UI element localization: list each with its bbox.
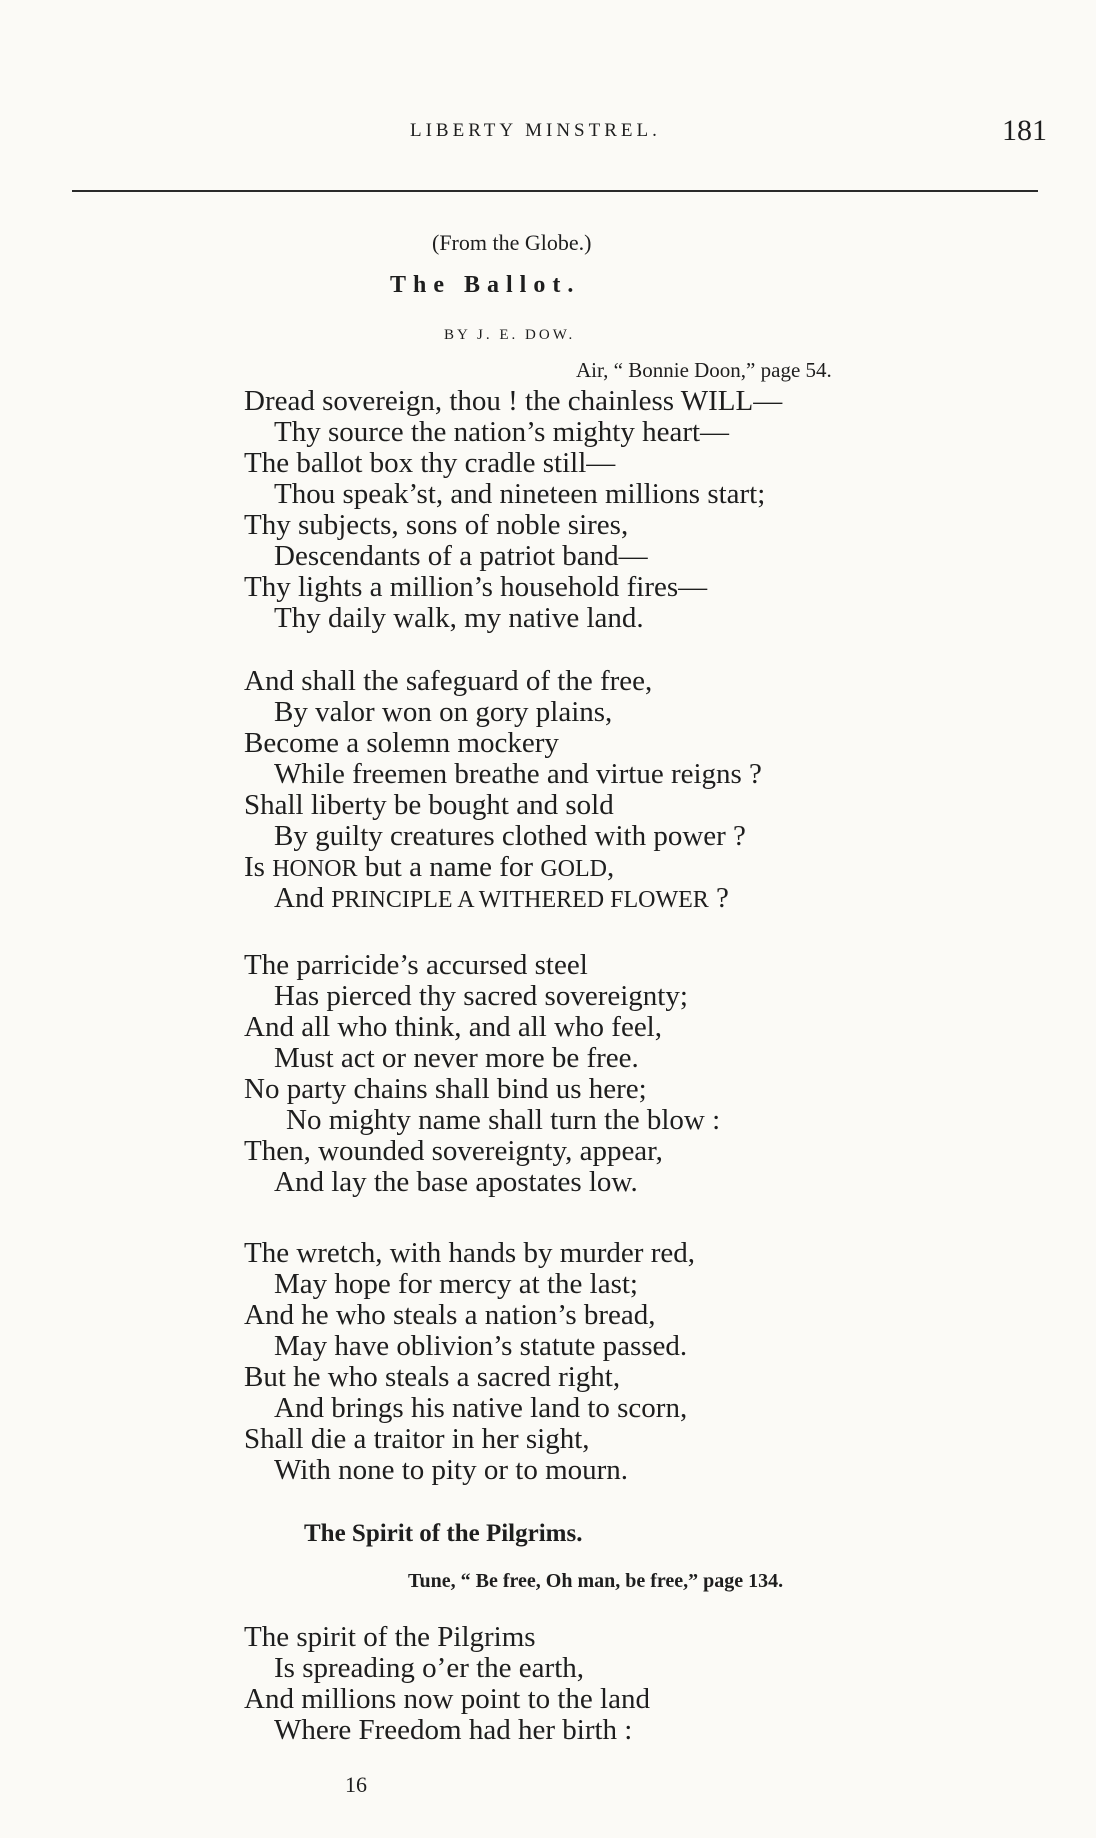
verse-line: Where Freedom had her birth : bbox=[274, 1714, 633, 1746]
verse-line: Descendants of a patriot band— bbox=[274, 540, 648, 572]
verse-line: Become a solemn mockery bbox=[244, 727, 559, 759]
page-number: 181 bbox=[1002, 114, 1047, 147]
verse-line: With none to pity or to mourn. bbox=[274, 1454, 629, 1486]
verse-line: Thou speak’st, and nineteen millions start; bbox=[274, 478, 766, 510]
verse-line: The ballot box thy cradle still— bbox=[244, 447, 616, 479]
verse-line: Thy source the nation’s mighty heart— bbox=[274, 416, 730, 448]
verse-line: Thy daily walk, my native land. bbox=[274, 602, 644, 634]
verse-line: But he who steals a sacred right, bbox=[244, 1361, 621, 1393]
verse-line: And lay the base apostates low. bbox=[274, 1166, 638, 1198]
verse-line: Dread sovereign, thou ! the chainless WILL— bbox=[244, 385, 783, 417]
stanza bbox=[244, 1238, 695, 1486]
verse-line: Thy lights a million’s household fires— bbox=[244, 571, 708, 603]
poem-title: The Ballot. bbox=[390, 272, 581, 298]
stanza bbox=[244, 386, 782, 634]
signature-mark: 16 bbox=[345, 1772, 367, 1797]
running-title: LIBERTY MINSTREL. bbox=[410, 120, 661, 141]
verse-line: May hope for mercy at the last; bbox=[274, 1268, 638, 1300]
verse-line: Shall liberty be bought and sold bbox=[244, 789, 614, 821]
stanza bbox=[244, 950, 720, 1198]
stanza bbox=[244, 666, 762, 914]
verse-line: And millions now point to the land bbox=[244, 1683, 650, 1715]
verse-line: The spirit of the Pilgrims bbox=[244, 1621, 536, 1653]
verse-line: And brings his native land to scorn, bbox=[274, 1392, 688, 1424]
verse-line: Then, wounded sovereignty, appear, bbox=[244, 1135, 663, 1167]
poem-source: (From the Globe.) bbox=[432, 230, 592, 255]
verse-line: By guilty creatures clothed with power ? bbox=[274, 820, 746, 852]
verse-line: The parricide’s accursed steel bbox=[244, 949, 588, 981]
verse-line: And PRINCIPLE A WITHERED FLOWER ? bbox=[274, 882, 729, 914]
verse-line: By valor won on gory plains, bbox=[274, 696, 613, 728]
verse-line: No party chains shall bind us here; bbox=[244, 1073, 647, 1105]
verse-line: While freemen breathe and virtue reigns ? bbox=[274, 758, 762, 790]
stanza bbox=[244, 1622, 650, 1746]
poem-title: The Spirit of the Pilgrims. bbox=[304, 1520, 583, 1547]
verse-line: And all who think, and all who feel, bbox=[244, 1011, 662, 1043]
header-rule bbox=[72, 190, 1038, 192]
poem-byline: BY J. E. DOW. bbox=[444, 327, 576, 343]
poem-air-note: Air, “ Bonnie Doon,” page 54. bbox=[576, 358, 832, 382]
verse-line: And shall the safeguard of the free, bbox=[244, 665, 653, 697]
poem-tune-note: Tune, “ Be free, Oh man, be free,” page 134. bbox=[408, 1570, 784, 1592]
verse-line: Has pierced thy sacred sovereignty; bbox=[274, 980, 688, 1012]
verse-line: No mighty name shall turn the blow : bbox=[286, 1104, 721, 1136]
verse-line: May have oblivion’s statute passed. bbox=[274, 1330, 688, 1362]
verse-line: Thy subjects, sons of noble sires, bbox=[244, 509, 629, 541]
verse-line: Must act or never more be free. bbox=[274, 1042, 639, 1074]
verse-line: Is HONOR but a name for GOLD, bbox=[244, 851, 615, 883]
verse-line: And he who steals a nation’s bread, bbox=[244, 1299, 656, 1331]
verse-line: The wretch, with hands by murder red, bbox=[244, 1237, 695, 1269]
verse-line: Is spreading o’er the earth, bbox=[274, 1652, 585, 1684]
verse-line: Shall die a traitor in her sight, bbox=[244, 1423, 590, 1455]
running-head bbox=[0, 114, 1096, 160]
